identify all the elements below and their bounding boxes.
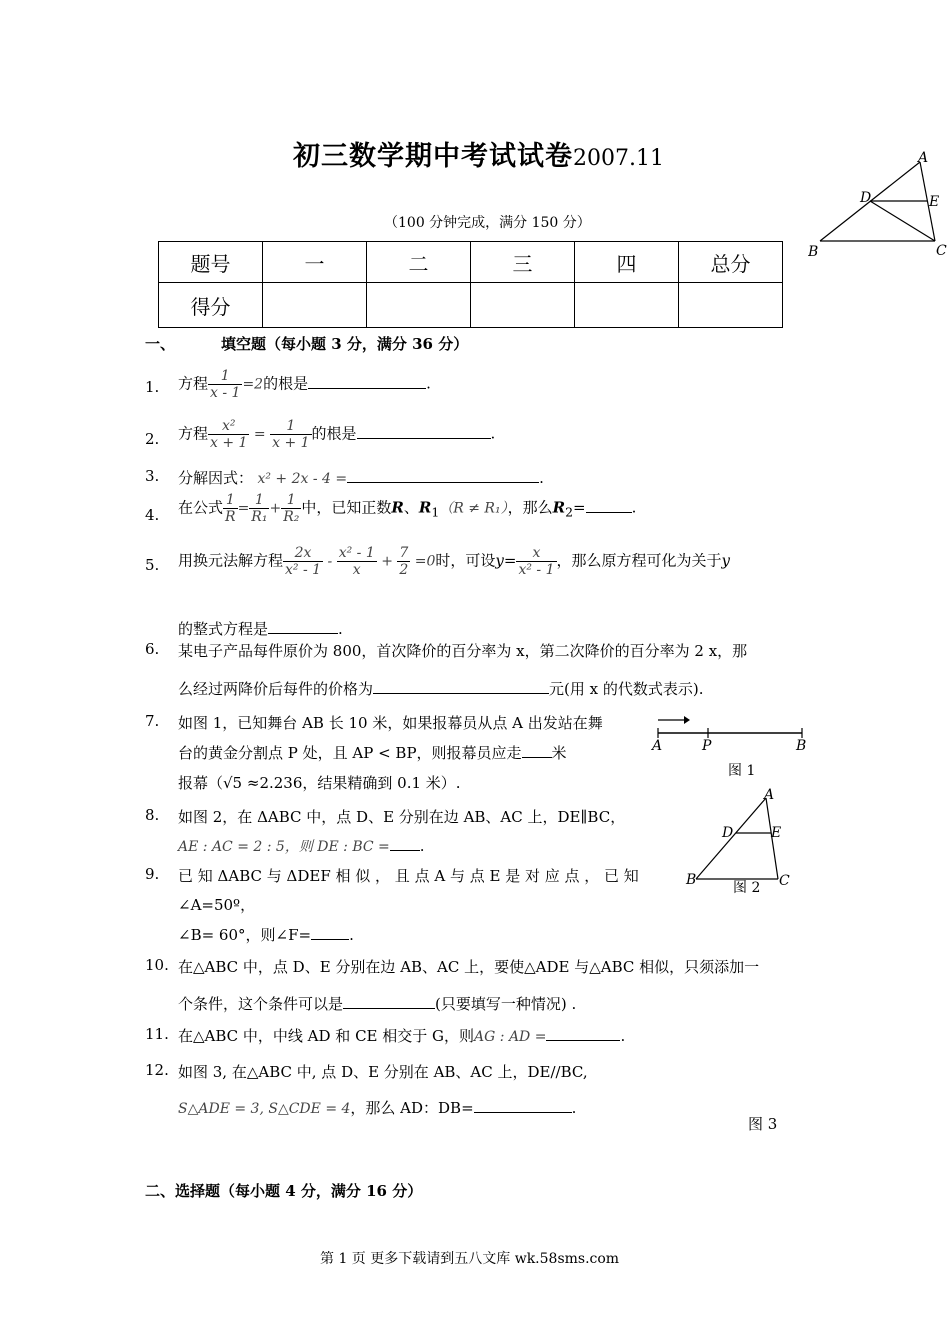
q12-end: . xyxy=(571,1099,577,1117)
q7-answer-blank[interactable] xyxy=(522,757,552,758)
q5-frac-1: $\frac{2x}{\text{x² - 1}}$ xyxy=(285,545,322,578)
q2-fraction-right: $\frac{1}{x + 1}$ xyxy=(272,418,310,451)
q5-y: y= xyxy=(495,551,517,570)
q9-line1: 已 知 ΔABC 与 ΔDEF 相 似 ， 且 点 A 与 点 E 是 对 应 点 ， 已 知 xyxy=(178,867,639,885)
q2-text: 方程 xyxy=(178,424,209,443)
q8-answer-blank[interactable] xyxy=(390,850,420,851)
q9-number: 9. xyxy=(145,865,160,883)
score-header: 总分 xyxy=(679,242,783,283)
fig2-label-c: C xyxy=(779,873,790,889)
q10-line2-text2: (只要填写一种情况) . xyxy=(435,995,577,1013)
page-title xyxy=(293,134,664,173)
q5-number: 5. xyxy=(145,556,160,574)
q8-end: . xyxy=(419,837,425,855)
q6-line1: 某电子产品每件原价为 800，首次降价的百分率为 x，第二次降价的百分率为 2 x，那 xyxy=(178,642,748,660)
fig3-label-a: A xyxy=(918,150,929,166)
figure-2 xyxy=(682,784,802,896)
fig3-segment-dc xyxy=(870,201,935,241)
q2-fraction-left: $\frac{\text{x²}}{x + 1}$ xyxy=(210,418,248,451)
q10-line2-text: 个条件，这个条件可以是 xyxy=(178,995,344,1013)
q9-line3 xyxy=(178,924,354,945)
q11-text: 在△ABC 中，中线 AD 和 CE 相交于 G，则 xyxy=(178,1027,475,1045)
figure-3 xyxy=(808,148,950,260)
q1-number: 1. xyxy=(145,378,160,396)
fig2-label-d: D xyxy=(722,825,734,841)
q9-end: . xyxy=(349,926,354,944)
fig3-label-b: B xyxy=(808,244,819,260)
q11-end: . xyxy=(620,1027,626,1045)
q11-answer-blank[interactable] xyxy=(546,1040,620,1041)
q4-r2: R xyxy=(552,498,566,517)
q12-math: S△ADE = 3, S△CDE = 4 xyxy=(178,1101,351,1117)
fig1-caption: 图 1 xyxy=(728,763,756,779)
score-header: 一 xyxy=(263,242,367,283)
score-row-label: 得分 xyxy=(159,283,263,328)
q4-number: 4. xyxy=(145,506,160,524)
score-cell[interactable] xyxy=(679,283,783,328)
figure-1 xyxy=(646,712,816,782)
q5-frac-2: $\frac{\text{x² - 1}}{x}$ xyxy=(338,545,375,578)
q2-end: . xyxy=(490,424,496,443)
q4-r1: R xyxy=(418,498,432,517)
section1-text: 填空题（每小题 3 分，满分 36 分） xyxy=(221,335,469,353)
q1-fraction: $\frac{1}{x - 1}$ xyxy=(210,368,241,401)
fig1-label-b: B xyxy=(796,738,807,754)
q4-frac-r2: $\frac{1}{\text{R₂}}$ xyxy=(283,492,300,525)
section1-heading xyxy=(145,333,468,354)
q11-math: AG : AD = xyxy=(474,1029,547,1045)
q4-frac-r1: $\frac{1}{\text{R₁}}$ xyxy=(251,492,268,525)
fig3-label-e: E xyxy=(929,194,940,210)
q9-line2: ∠A=50º， xyxy=(178,896,256,914)
q10-answer-blank[interactable] xyxy=(343,1008,435,1009)
q4-r2-sub: 2 xyxy=(565,504,574,520)
question-4: 在公式 $\frac{1}{R}$ = $\frac{1}{\text{R₁}}$ + $\frac{1}{\text{R₂}}$ 中，已知正数R、$R_1(R \ne R_1)$，那么$R_2=$ . xyxy=(178,492,637,525)
q4-eq: = xyxy=(573,498,586,517)
q8-number: 8. xyxy=(145,806,160,824)
q7-line2 xyxy=(178,742,567,763)
q1-text: 方程 xyxy=(178,374,209,393)
q4-end: . xyxy=(631,498,637,517)
score-header: 三 xyxy=(471,242,575,283)
title-text: 初三数学期中考试试卷 xyxy=(293,141,573,172)
fig3-label-d: D xyxy=(860,190,872,206)
fig2-label-a: A xyxy=(764,787,775,803)
question-5: 用换元法解方程 $\frac{2x}{\text{x² - 1}}$ - $\frac{\text{x² - 1}}{x}$ + $\frac{7}{2}$ =0时，可设y= $\frac{x}{\text{x² - 1}}$ ，那么原方程可化为关于y xyxy=(178,545,731,578)
question-11 xyxy=(178,1025,625,1046)
q4-text2: 中，已知正数 xyxy=(301,498,392,517)
q4-r1-sub: 1 xyxy=(431,504,440,520)
q5-frac-3: $\frac{7}{2}$ xyxy=(399,545,409,578)
fig2-label-e: E xyxy=(771,825,782,841)
subtitle: （100 分钟完成，满分 150 分） xyxy=(384,215,591,231)
q10-number: 10. xyxy=(145,956,169,974)
q8-line2 xyxy=(178,836,425,856)
title-year: 2007.11 xyxy=(573,146,664,171)
q5-text3: ，那么原方程可化为关于 xyxy=(556,551,722,570)
q3-number: 3. xyxy=(145,467,160,485)
q1-answer-blank[interactable] xyxy=(308,388,426,389)
q4-answer-blank[interactable] xyxy=(586,512,632,513)
score-header: 题号 xyxy=(159,242,263,283)
q5-text: 用换元法解方程 xyxy=(178,551,284,570)
q7-number: 7. xyxy=(145,712,160,730)
q5-line2: 的整式方程是 . xyxy=(178,620,343,638)
q8-line2-text: AE : AC = 2 : 5，则 DE : BC = xyxy=(178,839,390,855)
q5-yv: y xyxy=(721,551,731,570)
q12-number: 12. xyxy=(145,1061,169,1079)
q7-line3: 报幕（√5 ≈2.236，结果精确到 0.1 米）. xyxy=(178,774,461,792)
q1-text2: 的根是 xyxy=(263,374,309,393)
fig2-caption: 图 2 xyxy=(733,880,761,896)
q3-text: 分解因式： xyxy=(178,469,254,487)
score-cell[interactable] xyxy=(575,283,679,328)
q12-line2-text: ，那么 AD：DB= xyxy=(350,1099,474,1117)
q3-answer-blank[interactable] xyxy=(347,482,539,483)
q6-number: 6. xyxy=(145,640,160,658)
q12-answer-blank[interactable] xyxy=(474,1112,572,1113)
score-table xyxy=(158,241,783,328)
q2-number: 2. xyxy=(145,430,160,448)
q4-frac-r: $\frac{1}{R}$ xyxy=(225,492,236,525)
question-2: 方程 $\frac{\text{x²}}{x + 1}$ = $\frac{1}{x + 1}$ 的根是 . xyxy=(178,418,496,451)
q1-end: . xyxy=(426,374,431,393)
q2-text2: 的根是 xyxy=(311,424,357,443)
q4-r: R xyxy=(391,498,404,517)
q5-line2-text: 的整式方程是 xyxy=(178,620,269,638)
q6-answer-blank[interactable] xyxy=(373,693,549,694)
question-3: 分解因式： x² + 2x - 4 = . xyxy=(178,469,544,487)
q11-number: 11. xyxy=(145,1025,169,1043)
q5-text2: 时，可设 xyxy=(435,551,496,570)
q6-line2-text2: 元(用 x 的代数式表示). xyxy=(549,680,704,698)
q12-line2 xyxy=(178,1097,576,1118)
q7-line1: 如图 1，已知舞台 AB 长 10 米，如果报幕员从点 A 出发站在舞 xyxy=(178,714,603,732)
q7-line2-text: 台的黄金分割点 P 处，且 AP < BP，则报幕员应走 xyxy=(178,744,522,762)
fig2-label-b: B xyxy=(686,872,697,888)
section1-number: 一、 xyxy=(145,335,176,353)
score-cell[interactable] xyxy=(263,283,367,328)
fig3-label-c: C xyxy=(936,243,947,259)
q6-line2 xyxy=(178,678,703,699)
score-header: 二 xyxy=(367,242,471,283)
q10-line2 xyxy=(178,993,576,1014)
q10-line1: 在△ABC 中，点 D、E 分别在边 AB、AC 上，要使△ADE 与△ABC 相似，只须添加一 xyxy=(178,958,760,976)
fig3-caption: 图 3 xyxy=(748,1115,778,1133)
question-1: 方程 $\frac{1}{x - 1}$ =2的根是 . xyxy=(178,368,431,401)
score-cell[interactable] xyxy=(367,283,471,328)
q8-line1: 如图 2，在 ΔABC 中，点 D、E 分别在边 AB、AC 上，DE∥BC， xyxy=(178,808,626,826)
page-footer: 第 1 页 更多下载请到五八文库 wk.58sms.com xyxy=(320,1251,620,1267)
q2-answer-blank[interactable] xyxy=(357,438,491,439)
fig1-label-p: P xyxy=(702,738,712,754)
score-cell[interactable] xyxy=(471,283,575,328)
q9-line3-text: ∠B= 60°，则∠F= xyxy=(178,926,312,944)
fig1-label-a: A xyxy=(652,738,663,754)
q5-answer-blank[interactable] xyxy=(268,633,338,634)
fig1-arrowhead xyxy=(684,716,690,724)
q4-text3: ，那么 xyxy=(507,498,553,517)
q9-answer-blank[interactable] xyxy=(311,939,349,940)
q6-line2-text: 么经过两降价后每件的价格为 xyxy=(178,680,374,698)
score-header: 四 xyxy=(575,242,679,283)
q5-frac-sub: $\frac{x}{\text{x² - 1}}$ xyxy=(518,545,555,578)
q7-line2-text2: 米 xyxy=(551,744,567,762)
q4-text: 在公式 xyxy=(178,498,224,517)
q12-line1: 如图 3, 在△ABC 中, 点 D、E 分别在 AB、AC 上，DE//BC, xyxy=(178,1063,588,1081)
section2-heading: 二、选择题（每小题 4 分，满分 16 分） xyxy=(145,1182,423,1200)
